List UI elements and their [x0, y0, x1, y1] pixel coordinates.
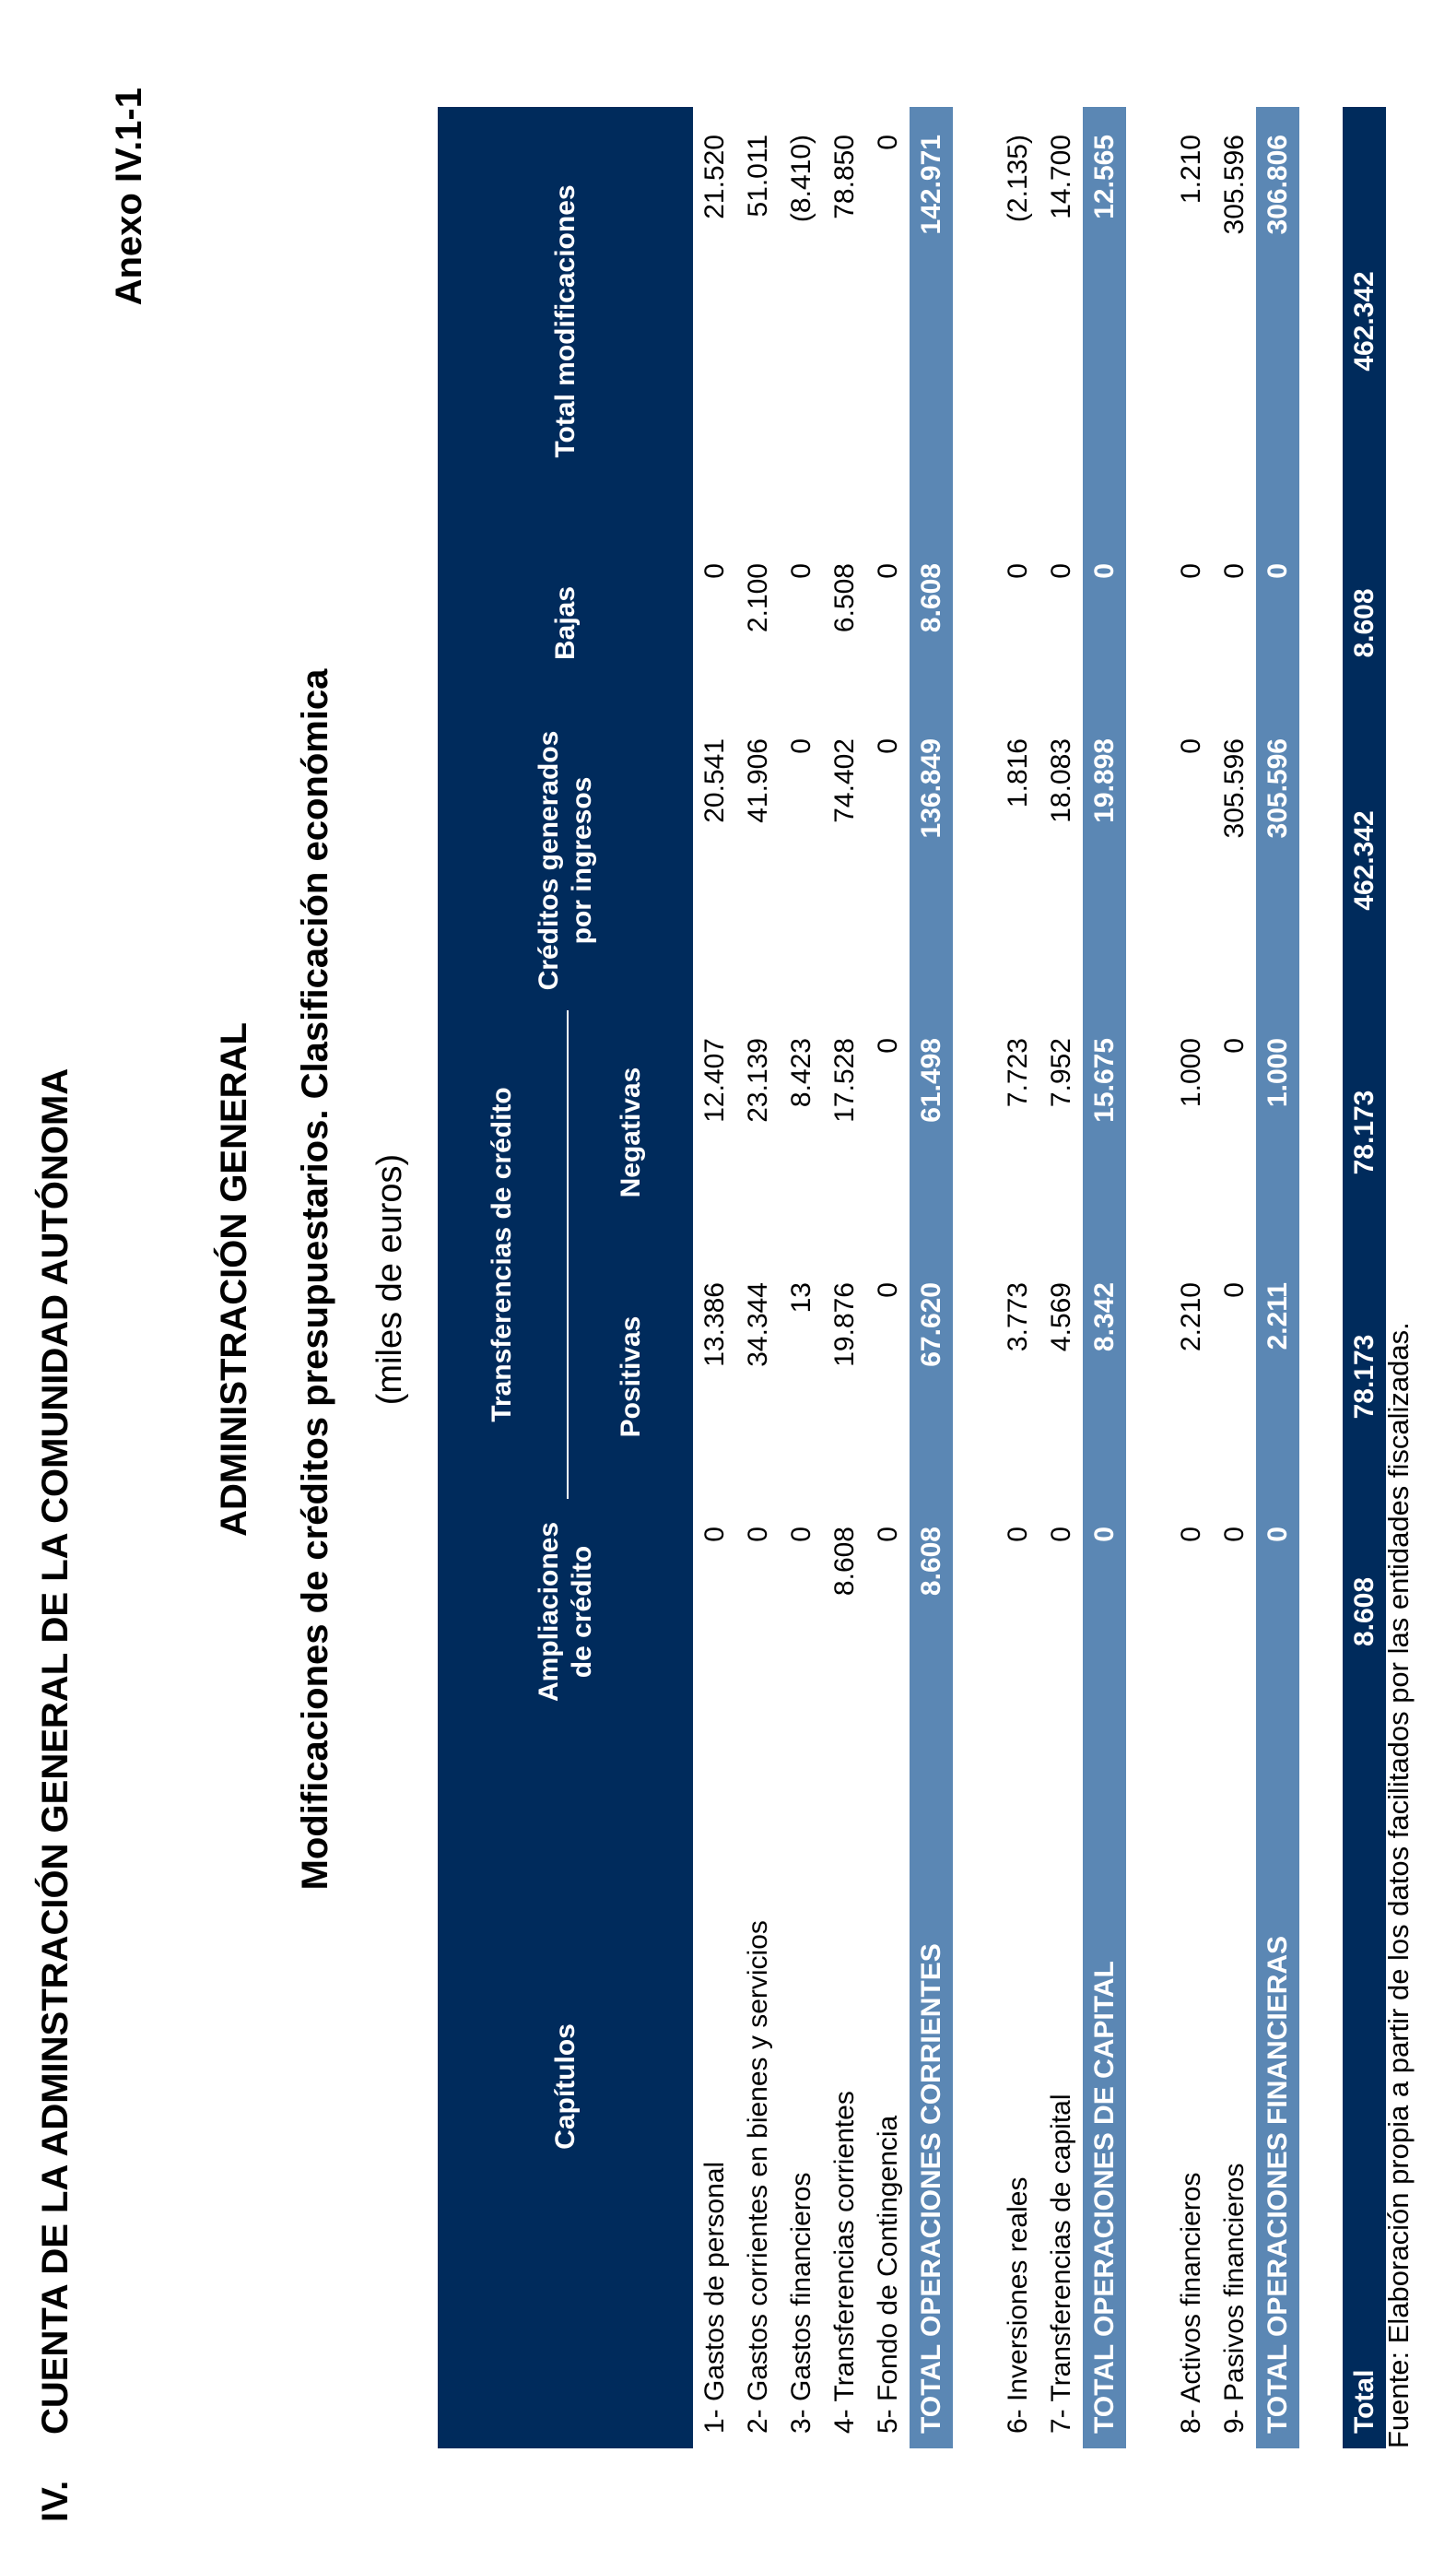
table-row: [1169, 107, 1213, 2448]
spacer-row: [953, 107, 996, 2448]
row-label: 4- Transferencias corrientes: [829, 2091, 860, 2434]
row-label: TOTAL OPERACIONES DE CAPITAL: [1083, 1725, 1126, 2448]
cell-creditos-generados: 0: [873, 738, 903, 754]
cell-bajas: 0: [1083, 536, 1126, 711]
cell-positivas: 2.211: [1256, 1255, 1299, 1499]
cell-ampliaciones: 8.608: [1343, 1499, 1386, 1725]
cell-total: 0: [873, 135, 903, 150]
cell-creditos-generados: 462.342: [1343, 711, 1386, 1010]
cell-creditos-generados: 20.541: [699, 738, 730, 823]
cell-negativas: 7.952: [1046, 1038, 1076, 1108]
table-title: Modificaciones de créditos presupuestarios. Clasificación económica: [295, 668, 335, 1891]
col-header-positivas: Positivas: [568, 1255, 693, 1499]
cell-ampliaciones: 0: [1046, 1527, 1076, 1542]
row-label: TOTAL OPERACIONES FINANCIERAS: [1256, 1725, 1299, 2448]
cell-total: 306.806: [1256, 107, 1299, 536]
total-row-capital: [1083, 107, 1126, 2448]
cell-total: 12.565: [1083, 107, 1126, 536]
cell-positivas: 67.620: [910, 1255, 953, 1499]
cell-negativas: 61.498: [910, 1010, 953, 1255]
cell-bajas: 8.608: [910, 536, 953, 711]
section-number: IV.: [35, 2480, 76, 2522]
cell-positivas: 13.386: [699, 1282, 730, 1367]
table-row: [1039, 107, 1083, 2448]
cell-total: 1.210: [1176, 135, 1206, 205]
cell-ampliaciones: 0: [1256, 1499, 1299, 1725]
cell-positivas: 19.876: [829, 1282, 860, 1367]
cell-positivas: 34.344: [743, 1282, 773, 1367]
cell-creditos-generados: 74.402: [829, 738, 860, 823]
row-label: 3- Gastos financieros: [786, 2172, 816, 2434]
row-label: 1- Gastos de personal: [699, 2161, 730, 2434]
col-header-ampliaciones: Ampliaciones de crédito: [438, 1499, 693, 1725]
table-row: [823, 107, 866, 2448]
cell-creditos-generados: 305.596: [1256, 711, 1299, 1010]
units-label: (miles de euros): [370, 1153, 409, 1406]
row-label: 6- Inversiones reales: [1003, 2176, 1033, 2434]
cell-total: 462.342: [1343, 107, 1386, 536]
cell-negativas: 78.173: [1343, 1010, 1386, 1255]
cell-total: (8.410): [786, 135, 816, 223]
entity-title: ADMINISTRACIÓN GENERAL: [214, 1022, 254, 1537]
cell-ampliaciones: 0: [786, 1527, 816, 1542]
cell-positivas: 13: [786, 1282, 816, 1314]
cell-ampliaciones: 0: [699, 1527, 730, 1542]
cell-bajas: 0: [786, 563, 816, 579]
source-note: Fuente: Elaboración propia a partir de los datos facilitados por las entidades fiscalizadas.: [1382, 1322, 1415, 2448]
col-header-total: Total modificaciones: [438, 107, 693, 536]
table-row: [693, 107, 736, 2448]
modifications-table: [438, 107, 1386, 2448]
spacer-row: [1126, 107, 1169, 2448]
row-label: 7- Transferencias de capital: [1046, 2093, 1076, 2434]
cell-negativas: 12.407: [699, 1038, 730, 1123]
col-header-negativas: Negativas: [568, 1010, 693, 1255]
cell-bajas: 0: [1046, 563, 1076, 579]
grand-total-row: [1343, 107, 1386, 2448]
cell-ampliaciones: 0: [743, 1527, 773, 1542]
cell-ampliaciones: 0: [1083, 1499, 1126, 1725]
cell-ampliaciones: 0: [1003, 1527, 1033, 1542]
cell-bajas: 0: [699, 563, 730, 579]
table-row: [996, 107, 1039, 2448]
cell-negativas: 1.000: [1256, 1010, 1299, 1255]
row-label: TOTAL OPERACIONES CORRIENTES: [910, 1725, 953, 2448]
table-row: [780, 107, 823, 2448]
cell-total: 51.011: [743, 135, 773, 218]
cell-total: 14.700: [1046, 135, 1076, 219]
col-header-transferencias: Transferencias de crédito: [438, 1010, 568, 1499]
cell-total: 21.520: [699, 135, 730, 219]
section-title: CUENTA DE LA ADMINSTRACIÓN GENERAL DE LA COMUNIDAD AUTÓNOMA: [35, 1067, 76, 2435]
cell-total: 78.850: [829, 135, 860, 219]
cell-positivas: 8.342: [1083, 1255, 1126, 1499]
cell-creditos-generados: 19.898: [1083, 711, 1126, 1010]
col-header-bajas: Bajas: [438, 536, 693, 711]
cell-positivas: 3.773: [1003, 1282, 1033, 1352]
section-header: [35, 1068, 76, 2522]
cell-ampliaciones: 0: [873, 1527, 903, 1542]
cell-bajas: 0: [1219, 563, 1250, 579]
cell-positivas: 78.173: [1343, 1255, 1386, 1499]
spacer-row: [1299, 107, 1343, 2448]
cell-creditos-generados: 305.596: [1219, 738, 1250, 839]
total-row-corrientes: [910, 107, 953, 2448]
cell-negativas: 23.139: [743, 1038, 773, 1123]
cell-positivas: 0: [1219, 1282, 1250, 1298]
row-label: 2- Gastos corrientes en bienes y servicios: [743, 1920, 773, 2434]
cell-positivas: 4.569: [1046, 1282, 1076, 1352]
cell-positivas: 0: [873, 1282, 903, 1298]
cell-creditos-generados: 0: [786, 738, 816, 754]
cell-bajas: 0: [873, 563, 903, 579]
cell-ampliaciones: 8.608: [910, 1499, 953, 1725]
row-label: 8- Activos financieros: [1176, 2172, 1206, 2434]
cell-bajas: 8.608: [1343, 536, 1386, 711]
cell-creditos-generados: 1.816: [1003, 738, 1033, 808]
row-label: 5- Fondo de Contingencia: [873, 2115, 903, 2434]
cell-positivas: 2.210: [1176, 1282, 1206, 1352]
table-row: [866, 107, 910, 2448]
cell-negativas: 15.675: [1083, 1010, 1126, 1255]
cell-ampliaciones: 8.608: [829, 1527, 860, 1597]
cell-negativas: 1.000: [1176, 1038, 1206, 1108]
cell-bajas: 0: [1256, 536, 1299, 711]
cell-bajas: 0: [1003, 563, 1033, 579]
cell-total: 142.971: [910, 107, 953, 536]
cell-negativas: 17.528: [829, 1038, 860, 1123]
col-header-capitulos: Capítulos: [438, 1725, 693, 2448]
row-label: Total: [1343, 1725, 1386, 2448]
table-row: [1213, 107, 1256, 2448]
cell-negativas: 0: [1219, 1038, 1250, 1054]
cell-negativas: 0: [873, 1038, 903, 1054]
annex-label: Anexo IV.1-1: [109, 88, 149, 306]
cell-ampliaciones: 0: [1219, 1527, 1250, 1542]
cell-ampliaciones: 0: [1176, 1527, 1206, 1542]
cell-total: (2.135): [1003, 135, 1033, 223]
cell-negativas: 7.723: [1003, 1038, 1033, 1108]
total-row-financieras: [1256, 107, 1299, 2448]
cell-creditos-generados: 18.083: [1046, 738, 1076, 823]
cell-total: 305.596: [1219, 135, 1250, 235]
cell-bajas: 2.100: [743, 563, 773, 633]
col-header-creditos-generados: Créditos generados por ingresos: [438, 711, 693, 1010]
table-row: [736, 107, 780, 2448]
cell-bajas: 0: [1176, 563, 1206, 579]
cell-creditos-generados: 0: [1176, 738, 1206, 754]
cell-bajas: 6.508: [829, 563, 860, 633]
cell-negativas: 8.423: [786, 1038, 816, 1108]
cell-creditos-generados: 41.906: [743, 738, 773, 823]
cell-creditos-generados: 136.849: [910, 711, 953, 1010]
row-label: 9- Pasivos financieros: [1219, 2163, 1250, 2434]
